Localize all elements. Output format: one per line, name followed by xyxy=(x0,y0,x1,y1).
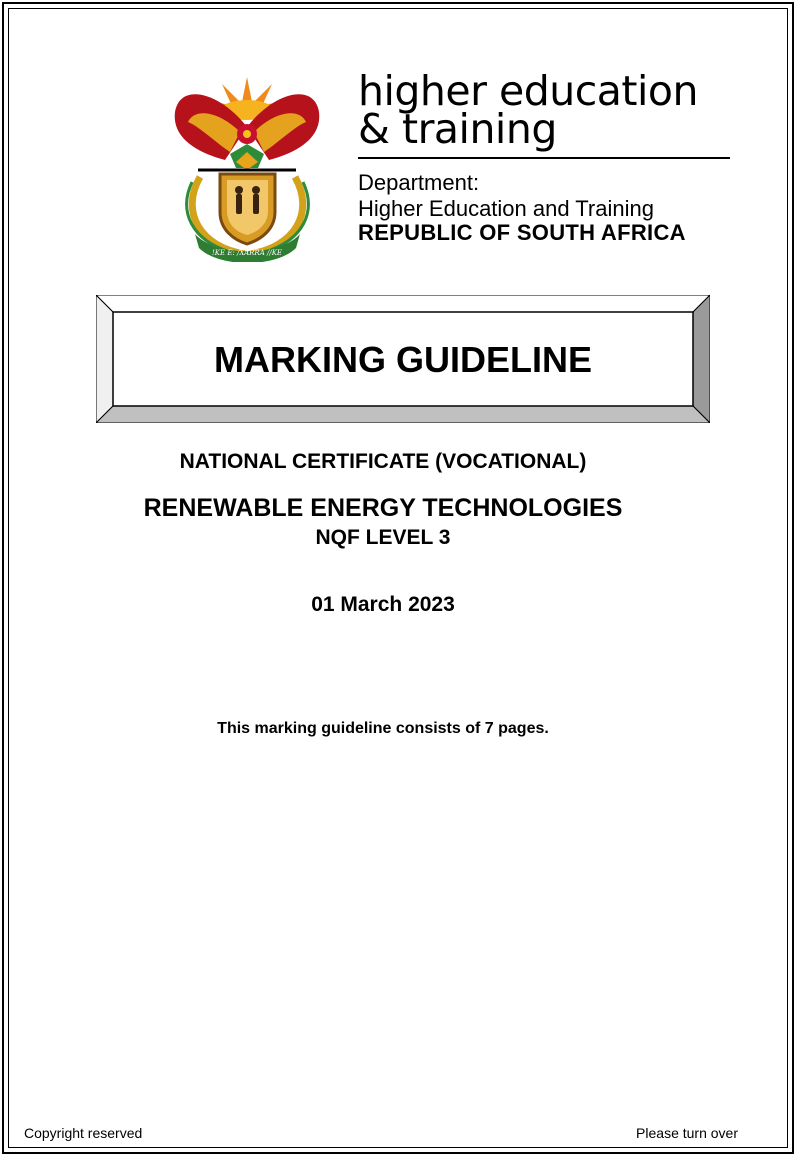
exam-date: 01 March 2023 xyxy=(311,593,455,616)
logo-line-1: higher education xyxy=(358,67,698,115)
country-name: REPUBLIC OF SOUTH AFRICA xyxy=(358,220,686,245)
department-name: Higher Education and Training xyxy=(358,196,654,221)
department-label: Department: xyxy=(358,170,480,195)
coat-of-arms-icon xyxy=(170,72,325,262)
certificate-name: NATIONAL CERTIFICATE (VOCATIONAL) xyxy=(179,450,587,473)
nqf-level: NQF LEVEL 3 xyxy=(315,526,451,549)
department-logo xyxy=(358,67,738,245)
footer-copyright: Copyright reserved xyxy=(24,1125,143,1141)
subject-name: RENEWABLE ENERGY TECHNOLOGIES xyxy=(143,494,623,522)
logo-divider xyxy=(358,157,730,159)
logo-line-2: & training xyxy=(358,105,557,153)
document-title: MARKING GUIDELINE xyxy=(214,338,592,380)
footer-turn-over: Please turn over xyxy=(636,1125,738,1141)
crest-motto: !KE E: /XARRA //KE xyxy=(211,249,283,257)
page-count-note: This marking guideline consists of 7 pages. xyxy=(217,720,549,737)
